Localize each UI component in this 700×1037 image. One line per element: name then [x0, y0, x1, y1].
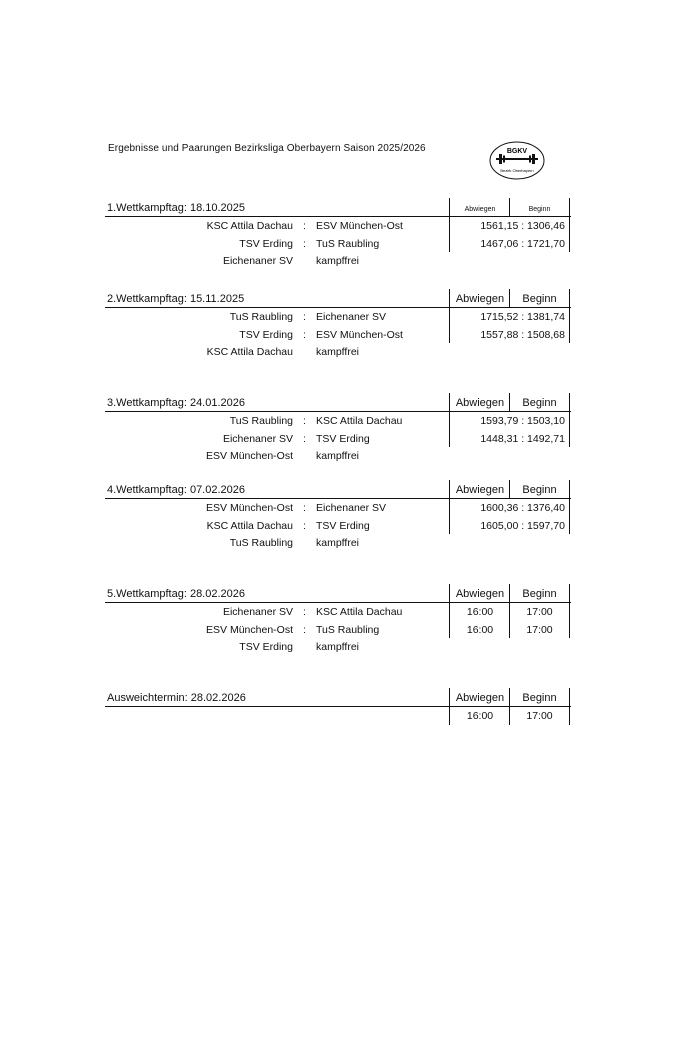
- result: 1593,79 : 1503,10: [480, 415, 565, 427]
- match-row: [105, 235, 571, 253]
- free-label: kampffrei: [316, 255, 359, 267]
- section-header: [105, 393, 571, 412]
- free-label: kampffrei: [316, 537, 359, 549]
- abwiegen-time: 16:00: [466, 606, 494, 618]
- away-team: TuS Raubling: [316, 623, 380, 636]
- result-cell: [449, 517, 570, 535]
- column-header-abwiegen: Abwiegen: [449, 393, 510, 411]
- result: 1561,15 : 1306,46: [480, 220, 565, 232]
- column-header-abwiegen: Abwiegen: [449, 688, 510, 706]
- section-title: 5.Wettkampftag: 28.02.2026: [107, 588, 245, 600]
- matchday-4: [105, 480, 571, 552]
- result: 1715,52 : 1381,74: [480, 311, 565, 323]
- result: 1557,88 : 1508,68: [480, 328, 565, 341]
- separator: :: [303, 311, 306, 323]
- free-row: [105, 638, 571, 656]
- match-row: [105, 603, 571, 621]
- result-cell: [449, 412, 570, 430]
- section-title: 1.Wettkampftag: 18.10.2025: [107, 202, 245, 214]
- column-header-abwiegen: Abwiegen: [449, 584, 510, 602]
- abwiegen-cell: [449, 707, 510, 725]
- home-team: TuS Raubling: [229, 311, 293, 323]
- result-cell: [449, 499, 570, 517]
- matchday-3: [105, 393, 571, 465]
- away-team: TSV Erding: [316, 432, 370, 445]
- column-header-abwiegen: Abwiegen: [449, 198, 510, 216]
- section-header: [105, 584, 571, 603]
- away-team: ESV München-Ost: [316, 220, 403, 232]
- home-team: TuS Raubling: [229, 415, 293, 427]
- beginn-time: 17:00: [526, 606, 553, 618]
- beginn-time: 17:00: [526, 710, 553, 722]
- home-team: KSC Attila Dachau: [206, 519, 293, 532]
- abwiegen-cell: [449, 621, 510, 639]
- result: 1448,31 : 1492,71: [480, 432, 565, 445]
- away-team: Eichenaner SV: [316, 502, 387, 514]
- separator: :: [303, 220, 306, 232]
- free-label: kampffrei: [316, 641, 359, 653]
- times-row: [105, 707, 571, 725]
- column-header-beginn: Beginn: [509, 289, 570, 307]
- result-cell: [449, 308, 570, 326]
- column-header-beginn: Beginn: [509, 688, 570, 706]
- result: 1605,00 : 1597,70: [480, 519, 565, 532]
- backup-date: [105, 688, 571, 725]
- matchday-1: [105, 198, 571, 270]
- column-header-abwiegen: Abwiegen: [449, 289, 510, 307]
- result-cell: [449, 235, 570, 253]
- abwiegen-time: 16:00: [466, 710, 494, 722]
- section-title: 2.Wettkampftag: 15.11.2025: [107, 293, 245, 305]
- home-team: TSV Erding: [239, 328, 293, 341]
- home-team: KSC Attila Dachau: [206, 220, 293, 232]
- free-row: [105, 534, 571, 552]
- free-team: ESV München-Ost: [206, 450, 293, 462]
- separator: :: [303, 237, 306, 250]
- column-header-beginn: Beginn: [509, 393, 570, 411]
- home-team: ESV München-Ost: [206, 502, 293, 514]
- result-cell: [449, 326, 570, 344]
- separator: :: [303, 328, 306, 341]
- matchday-2: [105, 289, 571, 361]
- home-team: TSV Erding: [239, 237, 293, 250]
- matchday-5: [105, 584, 571, 656]
- section-header: [105, 688, 571, 707]
- match-row: [105, 326, 571, 344]
- beginn-cell: [509, 707, 570, 725]
- free-team: Eichenaner SV: [222, 255, 293, 267]
- away-team: TSV Erding: [316, 519, 370, 532]
- away-team: KSC Attila Dachau: [316, 606, 403, 618]
- section-header: [105, 480, 571, 499]
- abwiegen-cell: [449, 603, 510, 621]
- free-row: [105, 447, 571, 465]
- home-team: Eichenaner SV: [222, 432, 293, 445]
- beginn-time: 17:00: [526, 623, 553, 636]
- logo-top-text: BGKV: [506, 148, 528, 155]
- section-header: [105, 289, 571, 308]
- free-team: KSC Attila Dachau: [206, 346, 293, 358]
- logo-bottom-text: Bezirk Oberbayern: [500, 168, 534, 173]
- match-row: [105, 430, 571, 448]
- beginn-cell: [509, 603, 570, 621]
- away-team: ESV München-Ost: [316, 328, 403, 341]
- separator: :: [303, 432, 306, 445]
- section-title: Ausweichtermin: 28.02.2026: [107, 692, 246, 704]
- match-row: [105, 621, 571, 639]
- result-cell: [449, 217, 570, 235]
- match-row: [105, 499, 571, 517]
- free-row: [105, 252, 571, 270]
- free-label: kampffrei: [316, 346, 359, 358]
- free-row: [105, 343, 571, 361]
- column-header-abwiegen: Abwiegen: [449, 480, 510, 498]
- separator: :: [303, 623, 306, 636]
- section-header: [105, 198, 571, 217]
- separator: :: [303, 519, 306, 532]
- free-label: kampffrei: [316, 450, 359, 462]
- away-team: Eichenaner SV: [316, 311, 387, 323]
- column-header-beginn: Beginn: [509, 198, 570, 216]
- match-row: [105, 412, 571, 430]
- away-team: TuS Raubling: [316, 237, 380, 250]
- result: 1600,36 : 1376,40: [480, 502, 565, 514]
- separator: :: [303, 415, 306, 427]
- match-row: [105, 308, 571, 326]
- result-cell: [449, 430, 570, 448]
- home-team: Eichenaner SV: [222, 606, 293, 618]
- column-header-beginn: Beginn: [509, 480, 570, 498]
- free-team: TSV Erding: [239, 641, 293, 653]
- abwiegen-time: 16:00: [466, 623, 494, 636]
- separator: :: [303, 606, 306, 618]
- match-row: [105, 217, 571, 235]
- match-row: [105, 517, 571, 535]
- bgkv-logo: [489, 141, 545, 180]
- free-team: TuS Raubling: [229, 537, 293, 549]
- column-header-beginn: Beginn: [509, 584, 570, 602]
- separator: :: [303, 502, 306, 514]
- section-title: 4.Wettkampftag: 07.02.2026: [107, 484, 245, 496]
- page-title: Ergebnisse und Paarungen Bezirksliga Oberbayern Saison 2025/2026: [108, 143, 426, 154]
- result: 1467,06 : 1721,70: [480, 237, 565, 250]
- away-team: KSC Attila Dachau: [316, 415, 403, 427]
- home-team: ESV München-Ost: [206, 623, 293, 636]
- section-title: 3.Wettkampftag: 24.01.2026: [107, 397, 245, 409]
- beginn-cell: [509, 621, 570, 639]
